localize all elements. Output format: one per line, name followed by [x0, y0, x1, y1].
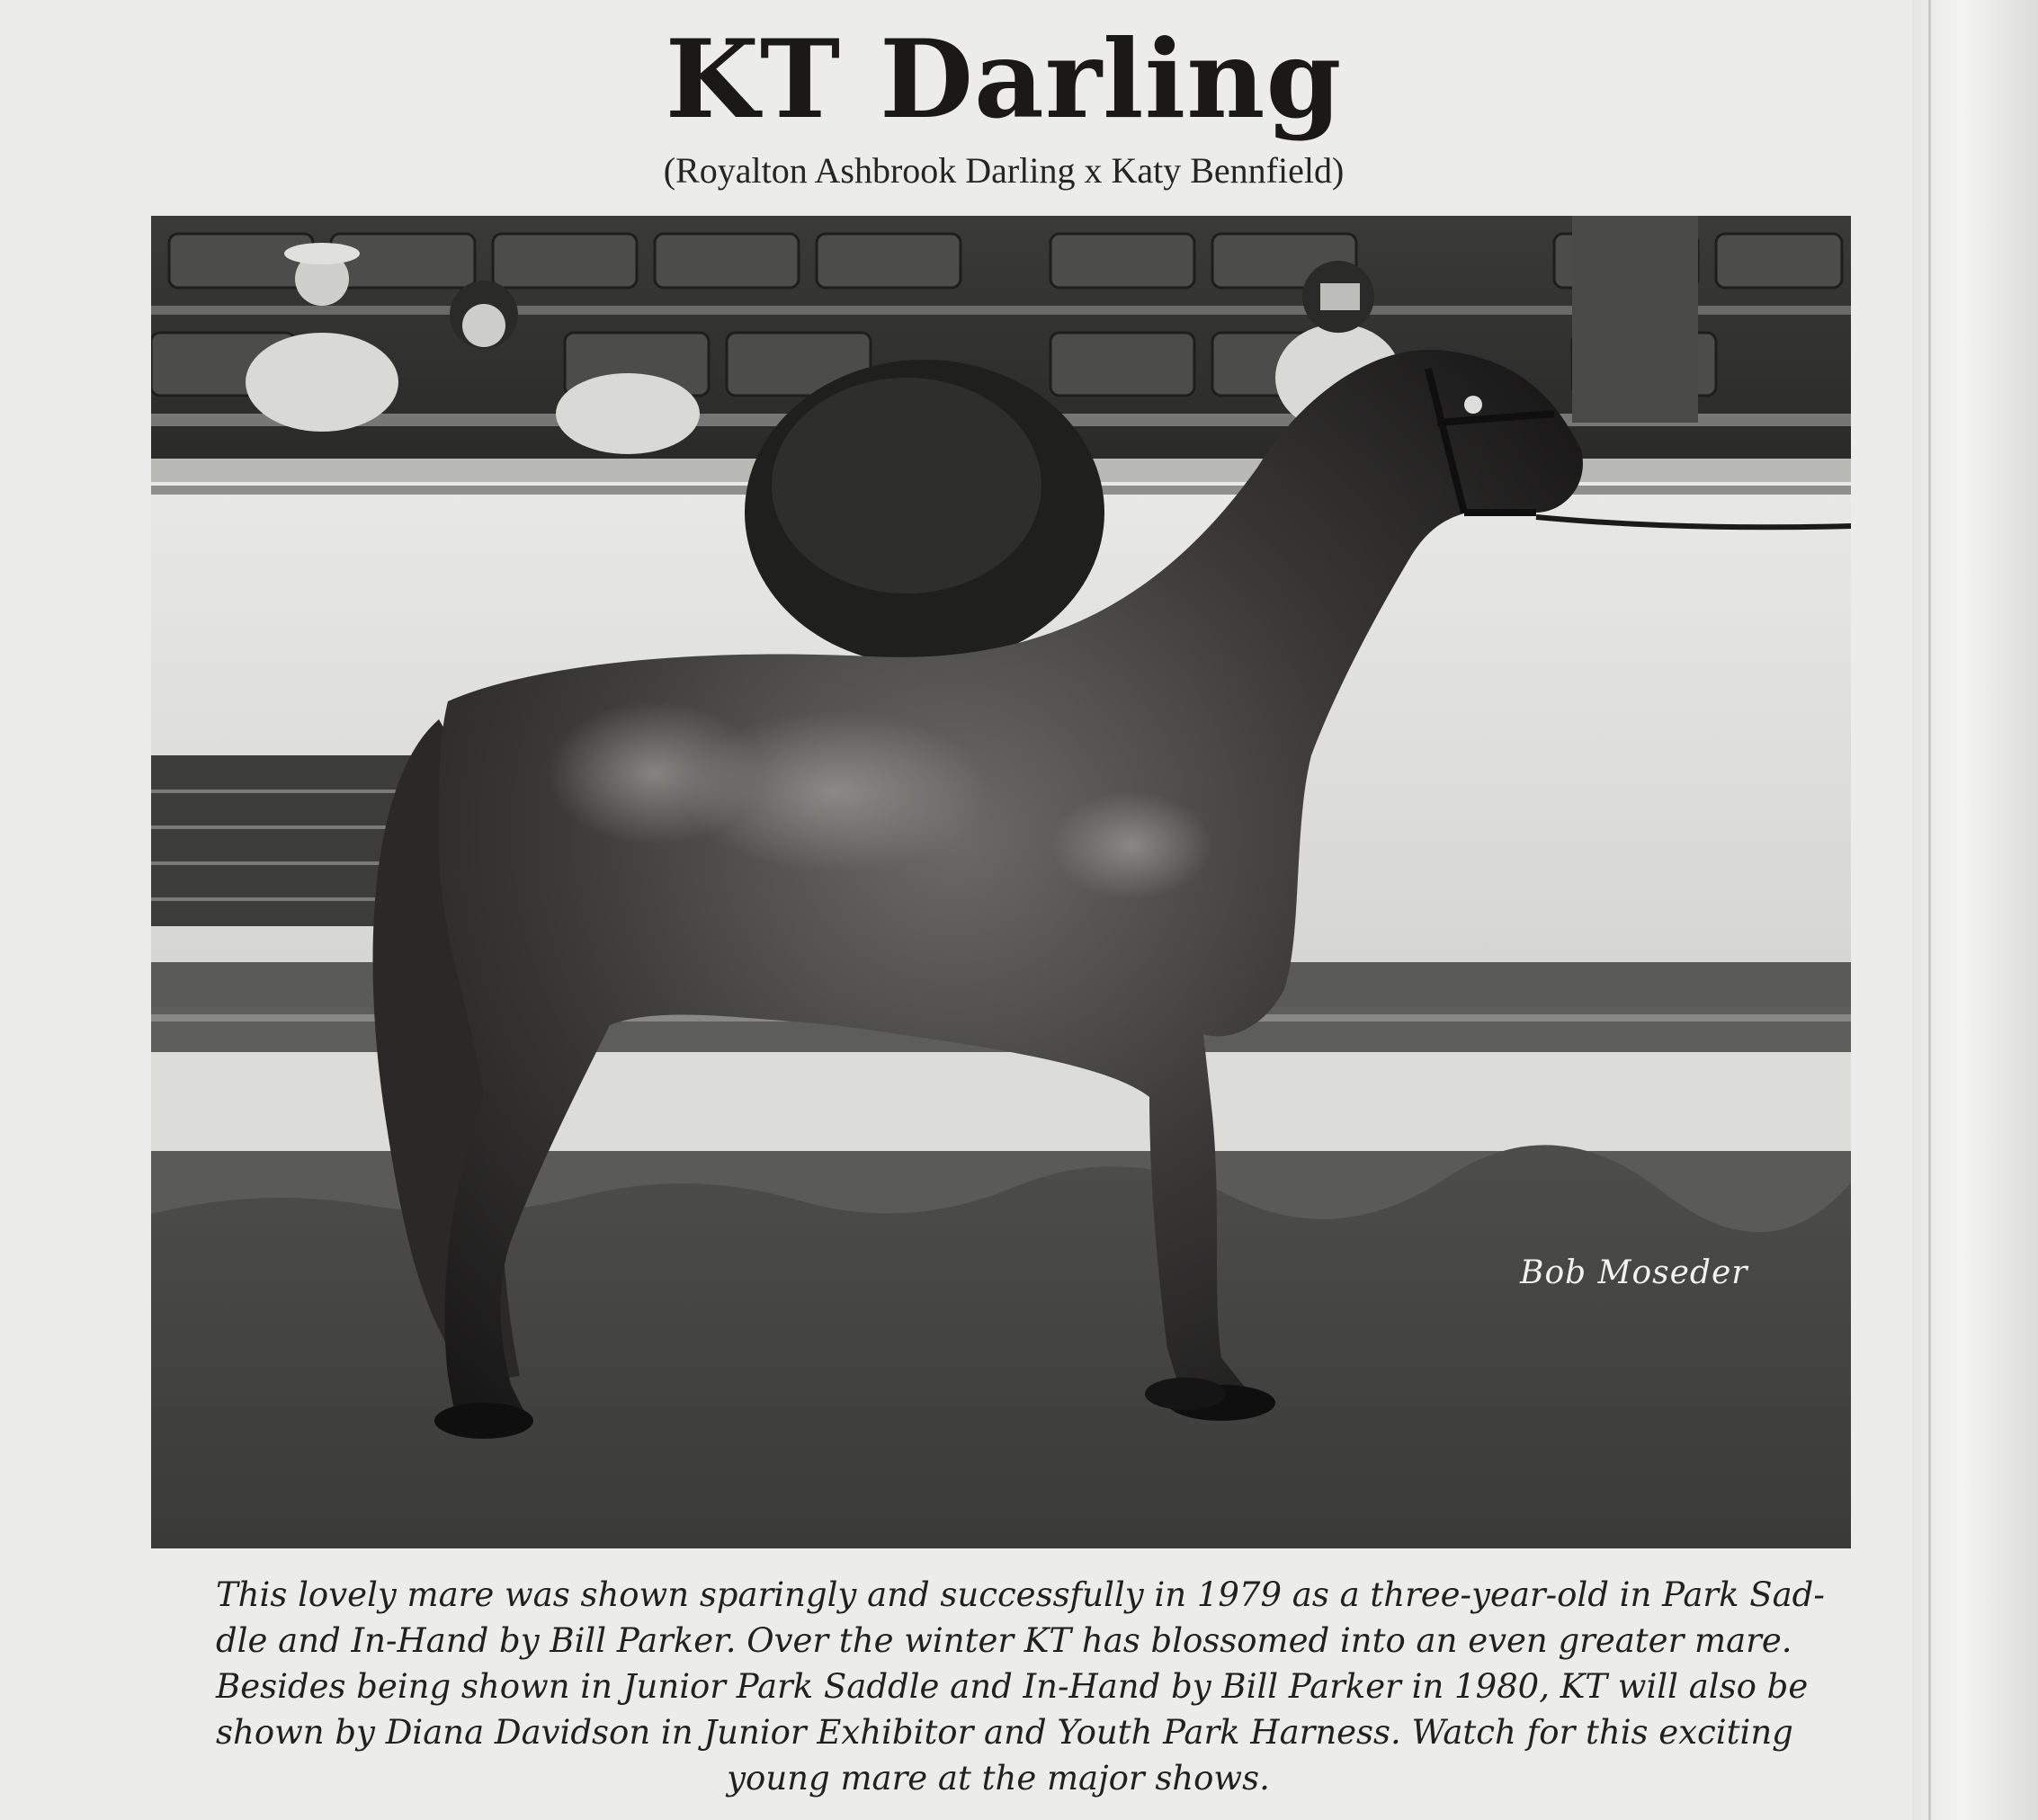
- photographer-signature: Bob Moseder: [1520, 1254, 1748, 1291]
- horse-photo-illustration: [151, 216, 1851, 1548]
- caption-line: This lovely mare was shown sparingly and successfully in 1979 as a three-year-old in Park Sad-: [216, 1575, 1825, 1614]
- photo-caption: [216, 1572, 1825, 1801]
- page-gutter-edge: [1912, 0, 2038, 1820]
- horse-photograph: [151, 216, 1851, 1548]
- page-title: KT Darling: [665, 16, 1343, 143]
- caption-line: young mare at the major shows.: [727, 1759, 1270, 1798]
- caption-line: Besides being shown in Junior Park Saddle and In-Hand by Bill Parker in 1980, KT will also be: [216, 1667, 1809, 1706]
- page-fold: [1928, 0, 1931, 1820]
- caption-line: shown by Diana Davidson in Junior Exhibitor and Youth Park Harness. Watch for this exciting: [216, 1713, 1793, 1752]
- caption-line: dle and In-Hand by Bill Parker. Over the winter KT has blossomed into an even greater mare.: [216, 1621, 1792, 1660]
- pedigree-subtitle: (Royalton Ashbrook Darling x Katy Bennfield): [663, 150, 1345, 191]
